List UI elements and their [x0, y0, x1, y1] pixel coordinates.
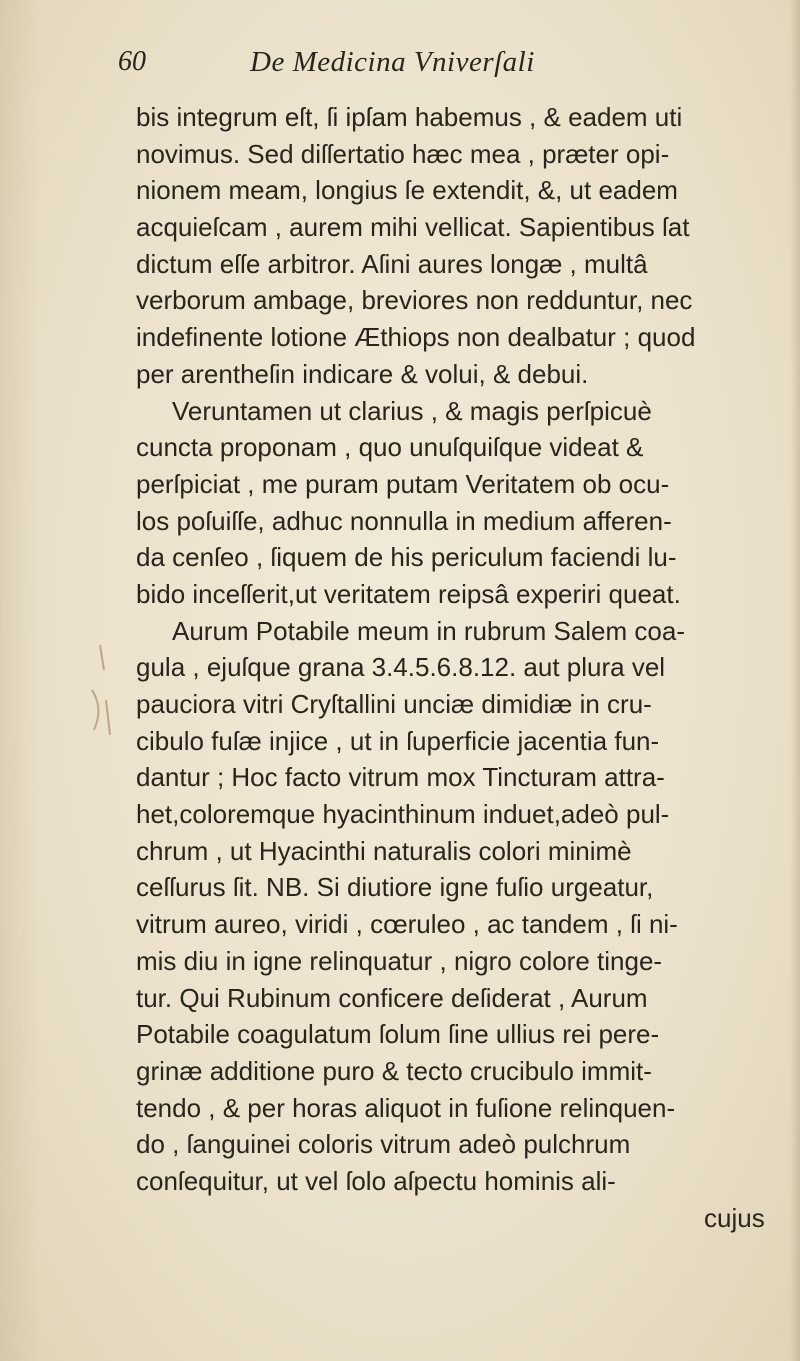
text-line: perſpiciat , me puram putam Veritatem ob ocu- — [136, 468, 670, 499]
page-shadow-left — [0, 0, 40, 1361]
text-line: het,coloremque hyacinthinum induet,adeò pul- — [136, 799, 670, 830]
text-line: indefinente lotione Æthiops non dealbatur ; quod — [136, 322, 696, 353]
text-line: chrum , ut Hyacinthi naturalis colori minimè — [136, 835, 632, 866]
text-line: dictum eſſe arbitror. Aſini aures longæ , multâ — [136, 248, 648, 279]
running-title: De Medicina Vniverſali — [250, 46, 535, 78]
text-line: tendo , & per horas aliquot in fuſione relinquen- — [136, 1092, 676, 1123]
text-line: gula , ejuſque grana 3.4.5.6.8.12. aut plura vel — [136, 652, 666, 683]
margin-annotation-mark — [80, 640, 120, 750]
text-line: Aurum Potabile meum in rubrum Salem coa- — [172, 615, 685, 646]
text-line: dantur ; Hoc facto vitrum mox Tincturam attra- — [136, 762, 665, 793]
body-text — [136, 99, 800, 1236]
text-line: los poſuiſſe, adhuc nonnulla in medium afferen- — [136, 505, 672, 536]
text-line: Potabile coagulatum ſolum ſine ullius rei pere- — [136, 1019, 660, 1050]
text-line: conſequitur, ut vel ſolo aſpectu hominis ali- — [136, 1165, 616, 1196]
text-line: pauciora vitri Cryſtallini unciæ dimidiæ in cru- — [136, 689, 652, 719]
catchword: cujus — [704, 1202, 765, 1233]
text-line: verborum ambage, breviores non redduntur, nec — [136, 285, 693, 316]
text-line: novimus. Sed diſſertatio hæc mea , præter opi- — [136, 138, 670, 169]
text-line: da cenſeo , ſiquem de his periculum faciendi lu- — [136, 542, 677, 573]
text-line: grinæ additione puro & tecto crucibulo immit- — [136, 1055, 652, 1086]
text-line: nionem meam, longius ſe extendit, &, ut eadem — [136, 175, 678, 206]
text-line: do , ſanguinei coloris vitrum adeò pulchrum — [136, 1129, 631, 1160]
text-line: tur. Qui Rubinum conficere deſiderat , Aurum — [136, 982, 648, 1013]
text-line: acquieſcam , aurem mihi vellicat. Sapientibus ſat — [136, 212, 690, 243]
text-line: cuncta proponam , quo unuſquiſque videat & — [136, 432, 644, 463]
text-line: ceſſurus ſit. NB. Si diutiore igne fuſio urgeatur, — [136, 872, 654, 903]
text-line: cibulo fuſæ injice , ut in ſuperficie jacentia fun- — [136, 725, 660, 756]
text-line: bis integrum eſt, ſi ipſam habemus , & eadem uti — [136, 102, 683, 132]
text-line: vitrum aureo, viridi , cœruleo , ac tandem , ſi ni- — [136, 909, 678, 940]
page-header — [112, 46, 712, 90]
text-line: per arentheſin indicare & volui, & debui. — [136, 358, 589, 389]
text-line: Veruntamen ut clarius , & magis perſpicuè — [172, 395, 652, 426]
text-line: mis diu in igne relinquatur , nigro colore tinge- — [136, 945, 663, 976]
text-line: bido inceſſerit,ut veritatem reipsâ experiri queat. — [136, 578, 681, 609]
page-number: 60 — [118, 46, 146, 77]
